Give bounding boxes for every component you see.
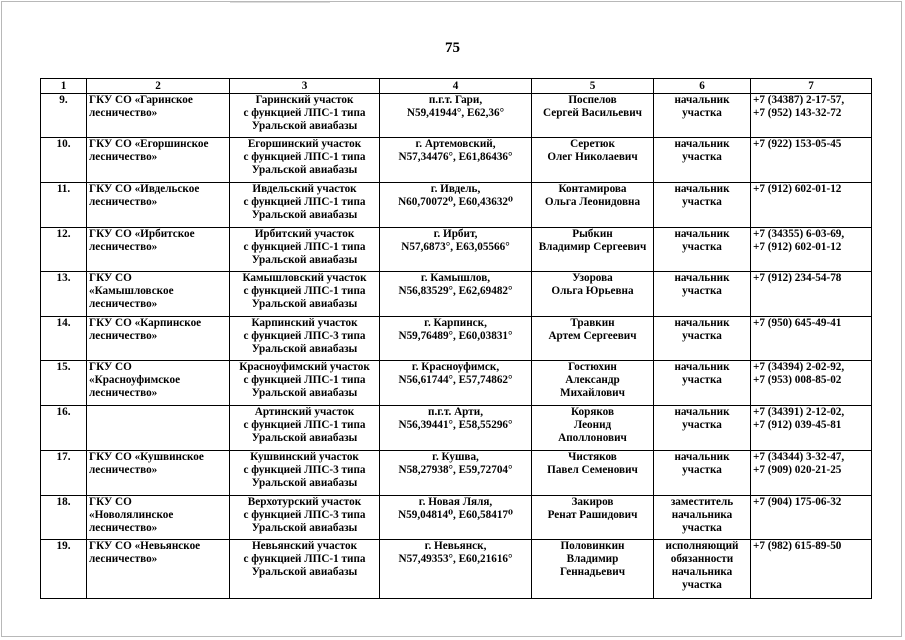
unit-cell-line: с функцией ЛПС-1 типа (243, 419, 366, 431)
organization-cell-line: ГКУ СО «Гаринское (89, 94, 193, 106)
person-cell (532, 496, 654, 540)
location-cell (380, 406, 532, 451)
organization-cell (87, 183, 230, 228)
organization-cell-line: ГКУ СО «Кушвинское (89, 451, 204, 463)
location-cell-line: N59,76489°, E60,03831° (398, 330, 513, 342)
location-cell-line: г. Ивдель, (430, 183, 481, 195)
person-cell-line: Леонид (573, 419, 612, 431)
position-cell-line: начальник (674, 272, 730, 284)
row-number: 11. (41, 183, 87, 228)
unit-cell-line: с функцией ЛПС-1 типа (243, 196, 366, 208)
person-cell-line: Узорова (572, 272, 613, 284)
table-row (41, 540, 872, 599)
unit-cell (230, 272, 380, 317)
row-number: 16. (41, 406, 87, 451)
phone-cell (751, 317, 872, 361)
forestry-table (40, 78, 872, 599)
location-cell-line: г. Артемовский, (415, 138, 496, 150)
table-body (41, 94, 872, 599)
organization-cell-line: лесничество» (89, 387, 158, 399)
phone-cell-line: +7 (912) 602-01-12 (753, 241, 842, 253)
location-cell (380, 228, 532, 272)
phone-cell-line: +7 (34394) 2-02-92, (753, 361, 845, 373)
phone-cell-line: +7 (912) 234-54-78 (753, 272, 842, 284)
location-cell-line: г. Новая Ляля, (418, 496, 493, 508)
header-cell-7: 7 (751, 79, 872, 94)
person-cell-line: Сергей Васильевич (543, 107, 642, 119)
unit-cell-line: Уральской авиабазы (251, 477, 358, 489)
organization-cell-line: ГКУ СО «Ирбитское (89, 228, 195, 240)
row-number: 13. (41, 272, 87, 317)
header-cell-5: 5 (532, 79, 654, 94)
page-number: 75 (445, 40, 460, 56)
position-cell-line: начальник (674, 228, 730, 240)
organization-cell-line: лесничество» (89, 522, 158, 534)
unit-cell-line: Уральской авиабазы (251, 387, 358, 399)
unit-cell-line: Невьянский участок (251, 540, 358, 552)
table-row (41, 183, 872, 228)
position-cell-line: участка (682, 419, 722, 431)
person-cell-line: Ольга Юрьевна (551, 285, 634, 297)
table-row (41, 496, 872, 540)
organization-cell-line: лесничество» (89, 330, 158, 342)
location-cell-line: N57,34476°, E61,86436° (398, 151, 513, 163)
position-cell-line: участка (682, 241, 722, 253)
table-row (41, 317, 872, 361)
person-cell-line: Артем Сергеевич (548, 330, 637, 342)
person-cell-line: Гостюхин (568, 361, 617, 373)
phone-cell-line: +7 (922) 153-05-45 (753, 138, 842, 150)
table-header-row (41, 79, 872, 94)
unit-cell (230, 228, 380, 272)
person-cell-line: Травкин (570, 317, 615, 329)
organization-cell (87, 540, 230, 599)
position-cell-line: начальник (674, 451, 730, 463)
organization-cell-line: ГКУ СО «Карпинское (89, 317, 202, 329)
position-cell-line: участка (682, 107, 722, 119)
person-cell-line: Александр (565, 374, 620, 386)
position-cell-line: начальник (674, 94, 730, 106)
organization-cell-line: ГКУ СО «Невьянское (89, 540, 201, 552)
position-cell (654, 496, 751, 540)
organization-cell (87, 496, 230, 540)
unit-cell (230, 451, 380, 496)
table-row (41, 406, 872, 451)
unit-cell-line: Ирбитский участок (254, 228, 355, 240)
person-cell (532, 183, 654, 228)
position-cell (654, 183, 751, 228)
position-cell-line: исполняющий (665, 540, 739, 552)
position-cell (654, 228, 751, 272)
phone-cell-line: +7 (34387) 2-17-57, (753, 94, 845, 106)
header-cell-3: 3 (230, 79, 380, 94)
location-cell-line: N56,61744°, E57,74862° (398, 374, 513, 386)
location-cell-line: N59,04814⁰, E60,58417⁰ (398, 509, 513, 521)
unit-cell-line: Уральской авиабазы (251, 254, 358, 266)
position-cell (654, 317, 751, 361)
organization-cell-line: лесничество» (89, 553, 158, 565)
unit-cell-line: с функцией ЛПС-3 типа (243, 464, 366, 476)
unit-cell-line: Уральской авиабазы (251, 566, 358, 578)
phone-cell (751, 406, 872, 451)
unit-cell-line: Уральской авиабазы (251, 209, 358, 221)
unit-cell-line: Ивдельский участок (252, 183, 357, 195)
unit-cell (230, 138, 380, 183)
location-cell-line: п.г.т. Гари, (428, 94, 483, 106)
table-row (41, 272, 872, 317)
organization-cell-line: «Красноуфимское (89, 374, 181, 386)
position-cell (654, 406, 751, 451)
organization-cell (87, 94, 230, 138)
unit-cell-line: с функцией ЛПС-3 типа (243, 509, 366, 521)
organization-cell (87, 451, 230, 496)
organization-cell-line: ГКУ СО «Егоршинское (89, 138, 209, 150)
row-number: 12. (41, 228, 87, 272)
phone-cell-line: +7 (912) 602-01-12 (753, 183, 842, 195)
person-cell-line: Половинкин (560, 540, 625, 552)
organization-cell-line: ГКУ СО «Ивдельское (89, 183, 200, 195)
phone-cell (751, 361, 872, 406)
position-cell-line: обязанности (670, 553, 734, 565)
unit-cell (230, 183, 380, 228)
unit-cell (230, 94, 380, 138)
person-cell-line: Владимир (566, 553, 619, 565)
location-cell (380, 496, 532, 540)
phone-cell (751, 138, 872, 183)
unit-cell-line: Уральской авиабазы (251, 164, 358, 176)
position-cell (654, 138, 751, 183)
phone-cell-line: +7 (34355) 6-03-69, (753, 228, 845, 240)
location-cell (380, 361, 532, 406)
location-cell (380, 317, 532, 361)
person-cell-line: Геннадьевич (559, 566, 626, 578)
organization-cell-line: ГКУ СО (89, 496, 132, 508)
organization-cell (87, 406, 230, 451)
location-cell-line: г. Карпинск, (424, 317, 487, 329)
location-cell-line: N58,27938°, E59,72704° (398, 464, 513, 476)
person-cell (532, 451, 654, 496)
person-cell-line: Коряков (570, 406, 615, 418)
unit-cell-line: с функцией ЛПС-3 типа (243, 330, 366, 342)
table-row (41, 451, 872, 496)
row-number: 9. (41, 94, 87, 138)
organization-cell-line: лесничество» (89, 107, 158, 119)
position-cell-line: начальник (674, 361, 730, 373)
unit-cell-line: с функцией ЛПС-1 типа (243, 553, 366, 565)
position-cell-line: начальник (674, 317, 730, 329)
header-cell-6: 6 (654, 79, 751, 94)
person-cell-line: Закиров (571, 496, 614, 508)
person-cell-line: Поспелов (568, 94, 617, 106)
phone-cell (751, 272, 872, 317)
unit-cell-line: Уральской авиабазы (251, 522, 358, 534)
unit-cell-line: Красноуфимский участок (239, 361, 370, 373)
location-cell-line: г. Ирбит, (433, 228, 478, 240)
person-cell-line: Ренат Рашидович (547, 509, 638, 521)
organization-cell-line: лесничество» (89, 241, 158, 253)
unit-cell-line: с функцией ЛПС-1 типа (243, 285, 366, 297)
position-cell (654, 94, 751, 138)
person-cell (532, 406, 654, 451)
unit-cell-line: Уральской авиабазы (251, 432, 358, 444)
unit-cell-line: с функцией ЛПС-1 типа (243, 107, 366, 119)
unit-cell-line: с функцией ЛПС-1 типа (243, 151, 366, 163)
location-cell-line: N57,6873°, E63,05566° (401, 241, 510, 253)
position-cell-line: участка (682, 522, 722, 534)
organization-cell-line: «Новолялинское (89, 509, 174, 521)
row-number: 17. (41, 451, 87, 496)
unit-cell (230, 317, 380, 361)
position-cell (654, 540, 751, 599)
organization-cell (87, 228, 230, 272)
organization-cell (87, 138, 230, 183)
header-cell-4: 4 (380, 79, 532, 94)
phone-cell-line: +7 (34391) 2-12-02, (753, 406, 845, 418)
phone-cell (751, 451, 872, 496)
position-cell-line: начальник (674, 406, 730, 418)
person-cell (532, 540, 654, 599)
phone-cell-line: +7 (953) 008-85-02 (753, 374, 842, 386)
organization-cell-line: «Камышловское (89, 285, 174, 297)
phone-cell-line: +7 (982) 615-89-50 (753, 540, 842, 552)
location-cell-line: N59,41944°, E62,36° (406, 107, 505, 119)
unit-cell-line: Гаринский участок (255, 94, 354, 106)
position-cell-line: начальник (674, 183, 730, 195)
table-row (41, 94, 872, 138)
person-cell-line: Серетюк (570, 138, 615, 150)
phone-cell (751, 228, 872, 272)
unit-cell-line: с функцией ЛПС-1 типа (243, 374, 366, 386)
unit-cell-line: Камышловский участок (242, 272, 367, 284)
position-cell-line: начальник (674, 138, 730, 150)
organization-cell-line: лесничество» (89, 151, 158, 163)
header-cell-2: 2 (87, 79, 230, 94)
location-cell-line: г. Красноуфимск, (411, 361, 500, 373)
person-cell-line: Павел Семенович (547, 464, 638, 476)
phone-cell-line: +7 (34344) 3-32-47, (753, 451, 845, 463)
scan-artifact-line (230, 2, 330, 3)
location-cell (380, 272, 532, 317)
row-number: 19. (41, 540, 87, 599)
location-cell-line: г. Кушва, (432, 451, 479, 463)
row-number: 10. (41, 138, 87, 183)
position-cell-line: участка (682, 285, 722, 297)
position-cell-line: заместитель (670, 496, 734, 508)
unit-cell-line: с функцией ЛПС-1 типа (243, 241, 366, 253)
unit-cell (230, 361, 380, 406)
person-cell (532, 317, 654, 361)
phone-cell-line: +7 (950) 645-49-41 (753, 317, 842, 329)
phone-cell (751, 94, 872, 138)
person-cell (532, 138, 654, 183)
unit-cell (230, 406, 380, 451)
organization-cell-line: лесничество» (89, 298, 158, 310)
position-cell-line: участка (682, 374, 722, 386)
person-cell-line: Олег Николаевич (547, 151, 638, 163)
location-cell (380, 451, 532, 496)
phone-cell-line: +7 (912) 039-45-81 (753, 419, 842, 431)
location-cell-line: N57,49353°, E60,21616° (398, 553, 513, 565)
position-cell-line: участка (682, 330, 722, 342)
unit-cell-line: Верхотурский участок (247, 496, 362, 508)
location-cell-line: N56,39441°, E58,55296° (398, 419, 513, 431)
location-cell-line: г. Камышлов, (420, 272, 491, 284)
row-number: 14. (41, 317, 87, 361)
person-cell-line: Рыбкин (572, 228, 613, 240)
location-cell (380, 138, 532, 183)
position-cell-line: начальника (671, 566, 733, 578)
table-row (41, 361, 872, 406)
table-row (41, 138, 872, 183)
phone-cell (751, 540, 872, 599)
location-cell (380, 540, 532, 599)
person-cell-line: Михайлович (560, 387, 625, 399)
position-cell (654, 451, 751, 496)
location-cell-line: N56,83529°, E62,69482° (398, 285, 513, 297)
unit-cell-line: Карпинский участок (251, 317, 358, 329)
location-cell (380, 183, 532, 228)
phone-cell-line: +7 (904) 175-06-32 (753, 496, 842, 508)
position-cell-line: участка (682, 464, 722, 476)
organization-cell-line: ГКУ СО (89, 361, 132, 373)
person-cell-line: Владимир Сергеевич (538, 241, 647, 253)
organization-cell-line: ГКУ СО (89, 272, 132, 284)
organization-cell-line: лесничество» (89, 464, 158, 476)
position-cell-line: участка (682, 151, 722, 163)
position-cell-line: начальника (671, 509, 733, 521)
organization-cell (87, 272, 230, 317)
row-number: 15. (41, 361, 87, 406)
phone-cell-line: +7 (909) 020-21-25 (753, 464, 842, 476)
person-cell (532, 228, 654, 272)
table-row (41, 228, 872, 272)
unit-cell-line: Егоршинский участок (247, 138, 362, 150)
unit-cell-line: Уральской авиабазы (251, 343, 358, 355)
organization-cell (87, 361, 230, 406)
location-cell-line: N60,70072⁰, E60,43632⁰ (398, 196, 513, 208)
position-cell-line: участка (682, 579, 722, 591)
person-cell-line: Ольга Леонидовна (544, 196, 641, 208)
organization-cell (87, 317, 230, 361)
person-cell (532, 272, 654, 317)
unit-cell-line: Уральской авиабазы (251, 120, 358, 132)
person-cell (532, 361, 654, 406)
phone-cell (751, 183, 872, 228)
unit-cell-line: Артинский участок (254, 406, 355, 418)
person-cell-line: Чистяков (568, 451, 617, 463)
unit-cell (230, 540, 380, 599)
position-cell (654, 272, 751, 317)
phone-cell (751, 496, 872, 540)
row-number: 18. (41, 496, 87, 540)
unit-cell (230, 496, 380, 540)
phone-cell-line: +7 (952) 143-32-72 (753, 107, 842, 119)
location-cell (380, 94, 532, 138)
unit-cell-line: Кушвинский участок (250, 451, 359, 463)
location-cell-line: г. Невьянск, (424, 540, 487, 552)
location-cell-line: п.г.т. Арти, (428, 406, 483, 418)
person-cell (532, 94, 654, 138)
position-cell (654, 361, 751, 406)
person-cell-line: Аполлонович (558, 432, 627, 444)
position-cell-line: участка (682, 196, 722, 208)
person-cell-line: Контамирова (558, 183, 627, 195)
header-cell-1: 1 (41, 79, 87, 94)
unit-cell-line: Уральской авиабазы (251, 298, 358, 310)
organization-cell-line: лесничество» (89, 196, 158, 208)
